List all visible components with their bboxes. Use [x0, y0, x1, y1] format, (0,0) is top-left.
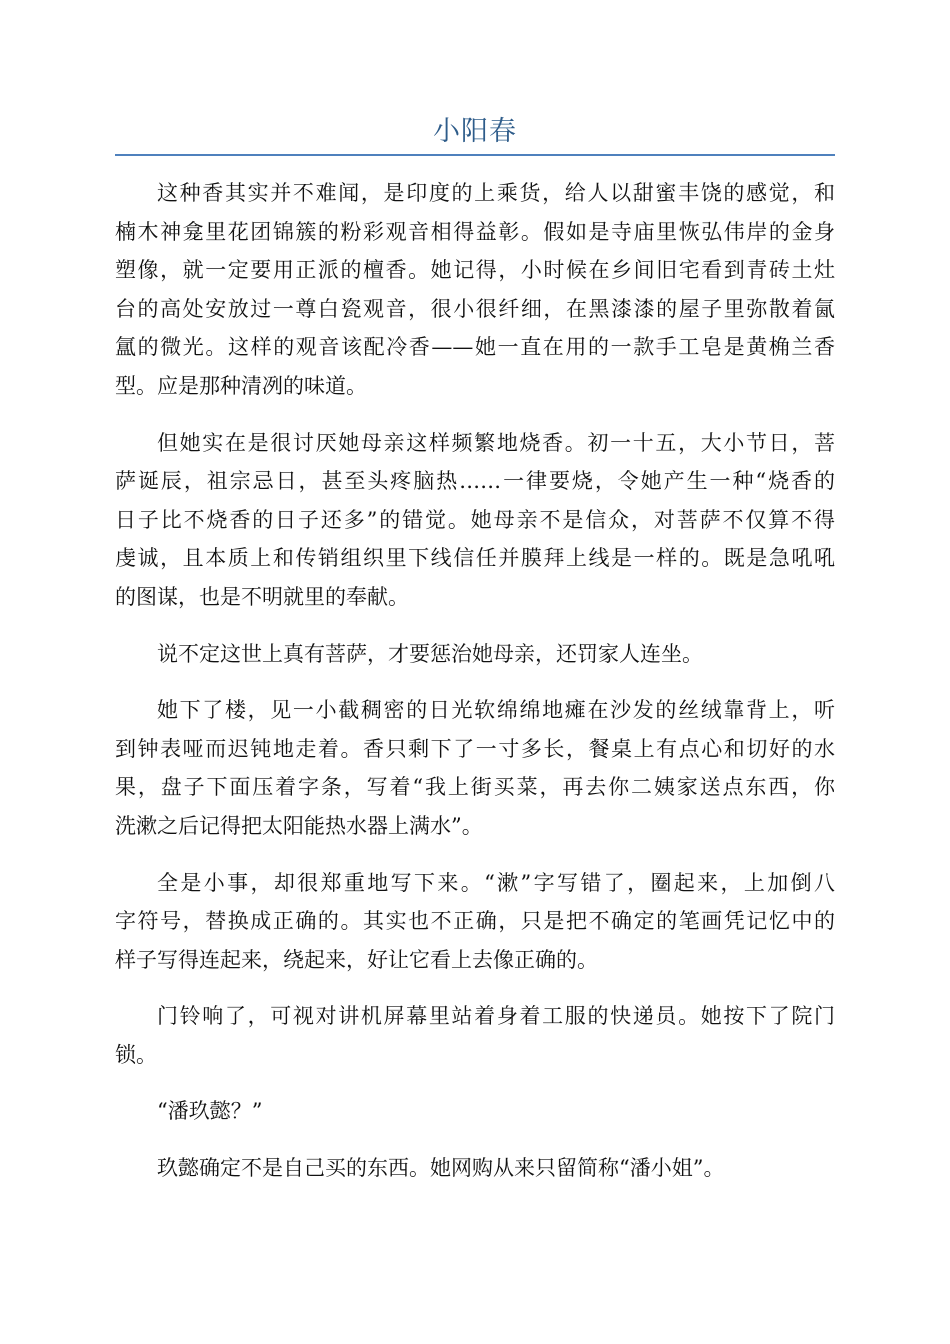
paragraph — [115, 1149, 835, 1188]
body-text — [115, 174, 835, 1206]
paragraph-line: 她下了楼，见一小截稠密的日光软绵绵地瘫在沙发的丝绒靠背上，听 — [157, 698, 835, 723]
paragraph-line: 萨诞辰，祖宗忌日，甚至头疼脑热……一律要烧，令她产生一种“烧香的 — [115, 469, 835, 494]
paragraph-line: 果，盘子下面压着字条，写着“我上街买菜，再去你二姨家送点东西，你 — [115, 775, 835, 800]
paragraph — [115, 1092, 835, 1131]
paragraph-line: 型。应是那种清冽的味道。 — [115, 373, 367, 398]
page-title: 小阳春 — [433, 116, 517, 147]
paragraph — [115, 864, 835, 980]
paragraph-line: 到钟表哑而迟钝地走着。香只剩下了一寸多长，餐桌上有点心和切好的水 — [115, 736, 835, 761]
paragraph — [115, 691, 835, 845]
paragraph-line: 说不定这世上真有菩萨，才要惩治她母亲，还罚家人连坐。 — [157, 641, 703, 666]
paragraph-line: 锁。 — [115, 1042, 157, 1067]
paragraph — [115, 635, 835, 674]
paragraph-line: 的图谋，也是不明就里的奉献。 — [115, 584, 409, 609]
paragraph-line: 虔诚，且本质上和传销组织里下线信任并膜拜上线是一样的。既是急吼吼 — [115, 546, 835, 571]
paragraph-line: 洗漱之后记得把太阳能热水器上满水”。 — [115, 813, 483, 838]
paragraph-line: 日子比不烧香的日子还多”的错觉。她母亲不是信众，对菩萨不仅算不得 — [115, 507, 835, 532]
paragraph-line: “潘玖懿？” — [157, 1099, 263, 1124]
paragraph-line: 台的高处安放过一尊白瓷观音，很小很纤细，在黑漆漆的屋子里弥散着氤 — [115, 296, 835, 321]
paragraph-line: 这种香其实并不难闻，是印度的上乘货，给人以甜蜜丰饶的感觉，和 — [157, 181, 835, 205]
paragraph-line: 门铃响了，可视对讲机屏幕里站着身着工服的快递员。她按下了院门 — [157, 1004, 835, 1029]
title-underline-divider — [115, 154, 835, 156]
paragraph — [115, 997, 835, 1074]
paragraph-line: 氲的微光。这样的观音该配冷香——她一直在用的一款手工皂是黄桷兰香 — [115, 335, 835, 360]
paragraph — [115, 424, 835, 617]
paragraph-line: 但她实在是很讨厌她母亲这样频繁地烧香。初一十五，大小节日，菩 — [157, 430, 835, 455]
paragraph — [115, 174, 835, 406]
paragraph-line: 样子写得连起来，绕起来，好让它看上去像正确的。 — [115, 947, 598, 972]
paragraph-line: 塑像，就一定要用正派的檀香。她记得，小时候在乡间旧宅看到青砖土灶 — [115, 258, 835, 283]
paragraph-line: 楠木神龛里花团锦簇的粉彩观音相得益彰。假如是寺庙里恢弘伟岸的金身 — [115, 219, 835, 244]
paragraph-line: 全是小事，却很郑重地写下来。“漱”字写错了，圈起来，上加倒八 — [157, 870, 835, 895]
paragraph-line: 字符号，替换成正确的。其实也不正确，只是把不确定的笔画凭记忆中的 — [115, 909, 835, 934]
paragraph-line: 玖懿确定不是自己买的东西。她网购从来只留简称“潘小姐”。 — [157, 1156, 725, 1181]
